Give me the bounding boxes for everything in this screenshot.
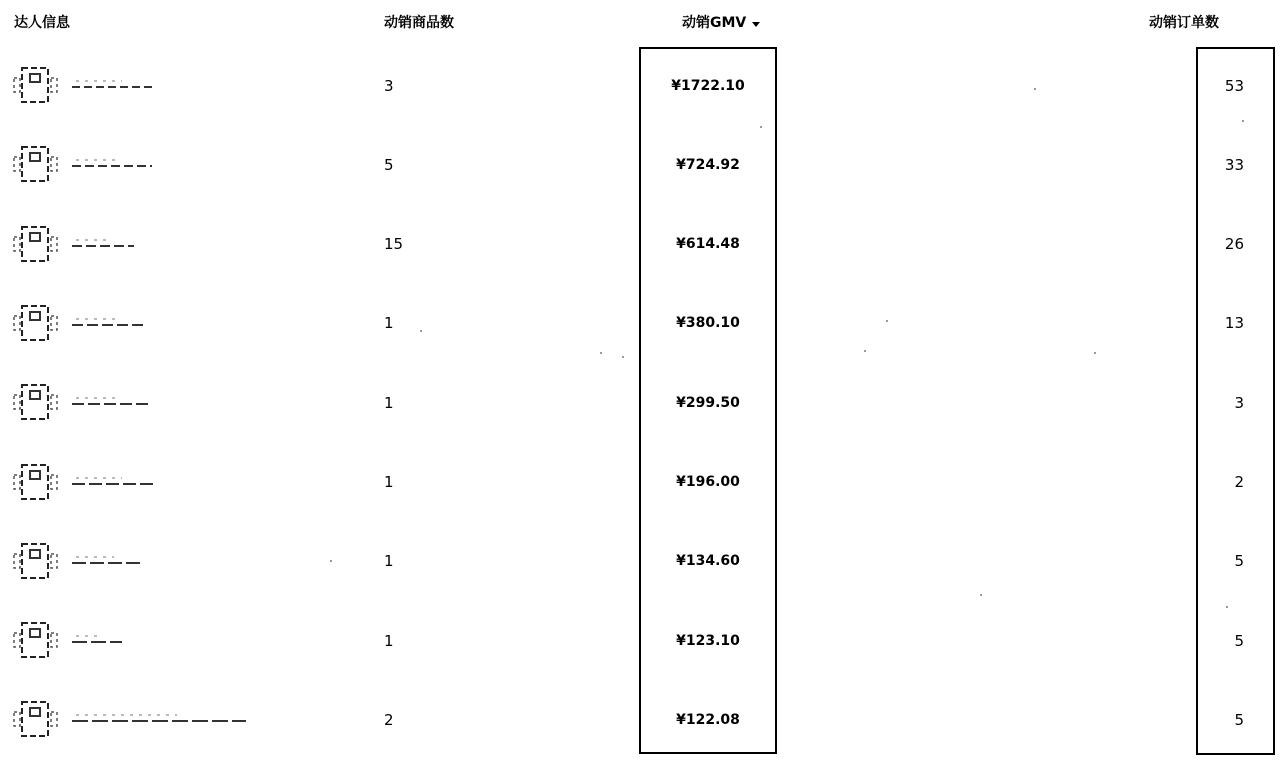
noise-speck [1034, 88, 1036, 90]
orders-count: 2 [1234, 473, 1244, 491]
products-count: 1 [384, 314, 394, 333]
gmv-value: ¥299.50 [676, 394, 740, 411]
gmv-value: ¥134.60 [676, 553, 740, 570]
gmv-value: ¥380.10 [676, 315, 740, 332]
redacted-name[interactable] [70, 393, 154, 411]
header-info: 达人信息 [14, 15, 70, 31]
noise-speck [1242, 120, 1244, 122]
noise-speck [760, 126, 762, 128]
noise-speck [1094, 352, 1096, 354]
header-gmv-sort[interactable] [682, 14, 760, 32]
header-orders[interactable]: 动销订单数 [1149, 15, 1219, 31]
avatar[interactable] [12, 463, 60, 501]
gmv-value: ¥123.10 [676, 632, 740, 649]
products-count: 1 [384, 552, 394, 571]
orders-count: 26 [1224, 235, 1244, 254]
noise-speck [330, 560, 332, 562]
redacted-name[interactable] [70, 473, 156, 491]
gmv-value: ¥1722.10 [671, 77, 745, 94]
avatar[interactable] [12, 383, 60, 421]
orders-count: 5 [1234, 631, 1244, 650]
noise-speck [600, 352, 602, 354]
orders-count: 53 [1224, 76, 1244, 95]
table-header [0, 0, 1280, 46]
orders-count: 33 [1224, 155, 1244, 174]
products-count: 1 [384, 393, 394, 412]
header-gmv-label: 动销GMV [682, 15, 747, 31]
avatar[interactable] [12, 225, 60, 263]
redacted-name[interactable] [70, 631, 124, 649]
header-products[interactable]: 动销商品数 [384, 15, 454, 31]
products-count: 15 [384, 235, 404, 254]
avatar[interactable] [12, 621, 60, 659]
orders-count: 5 [1234, 710, 1244, 729]
noise-speck [420, 330, 422, 332]
orders-column-highlight [1196, 47, 1275, 755]
avatar[interactable] [12, 700, 60, 738]
noise-speck [886, 320, 888, 322]
redacted-name[interactable] [70, 76, 156, 94]
redacted-name[interactable] [70, 235, 136, 253]
products-count: 5 [384, 155, 394, 174]
products-count: 3 [384, 76, 394, 95]
redacted-name[interactable] [70, 155, 154, 173]
products-count: 1 [384, 631, 394, 650]
avatar[interactable] [12, 66, 60, 104]
gmv-value: ¥122.08 [676, 711, 740, 728]
orders-count: 3 [1234, 393, 1244, 412]
noise-speck [864, 350, 866, 352]
orders-count: 13 [1224, 314, 1244, 333]
avatar[interactable] [12, 542, 60, 580]
avatar[interactable] [12, 145, 60, 183]
caret-down-icon[interactable] [752, 22, 760, 27]
products-count: 1 [384, 473, 394, 491]
gmv-value: ¥196.00 [676, 474, 740, 490]
gmv-column-highlight [639, 47, 777, 754]
noise-speck [622, 356, 624, 358]
redacted-name[interactable] [70, 710, 248, 728]
redacted-name[interactable] [70, 552, 144, 570]
avatar[interactable] [12, 304, 60, 342]
gmv-value: ¥724.92 [676, 156, 740, 173]
orders-count: 5 [1234, 552, 1244, 571]
redacted-name[interactable] [70, 314, 146, 332]
noise-speck [1226, 606, 1228, 608]
noise-speck [980, 594, 982, 596]
gmv-value: ¥614.48 [676, 236, 740, 253]
products-count: 2 [384, 710, 394, 729]
